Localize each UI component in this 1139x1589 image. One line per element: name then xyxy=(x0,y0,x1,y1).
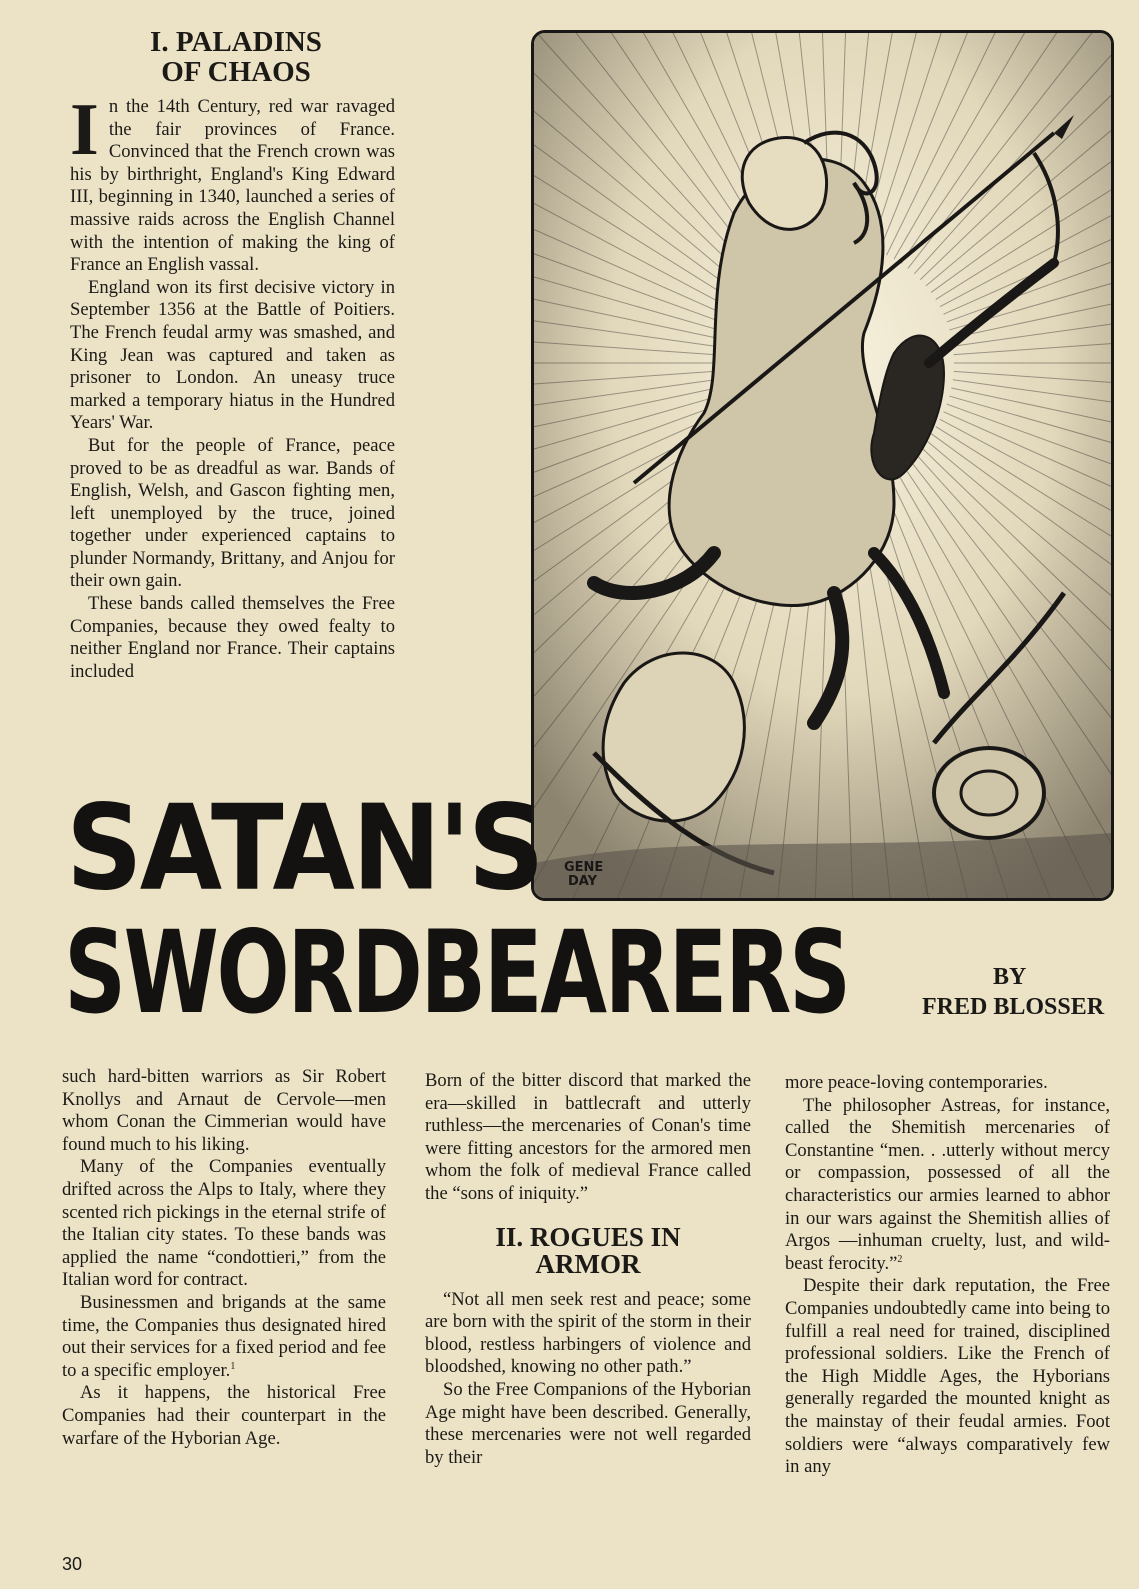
title-line2: SWORDBEARERS xyxy=(64,905,849,1040)
column3-paragraph-3: Despite their dark reputation, the Free Companies undoubtedly came into being to fulfill a real need for trained, disciplined professional soldiers. Like the French of the High Middle Ages, the Hyborians generally regarded the mounted knight as the mainstay of their feudal armies. Foot soldiers were “always comparatively few in any xyxy=(785,1275,1110,1478)
page-number: 30 xyxy=(62,1554,83,1574)
column3-paragraph-1: more peace-loving contemporaries. xyxy=(785,1072,1048,1093)
footnote-1: 1 xyxy=(230,1360,236,1372)
illustration-warrior-on-horse xyxy=(531,30,1114,901)
column2-paragraph-2: So the Free Companions of the Hyborian Age might have been described. Generally, these mercenaries were not well regarded by their xyxy=(425,1379,751,1468)
illustration-drawing xyxy=(534,33,1111,898)
byline-author: FRED BLOSSER xyxy=(922,994,1105,1020)
section1-heading-line1: I. PALADINS xyxy=(150,26,322,58)
section2-heading xyxy=(425,1221,751,1280)
section1-heading xyxy=(96,28,376,87)
column-2 xyxy=(425,1070,751,1469)
section1-heading-line2: OF CHAOS xyxy=(161,55,311,88)
section1-paragraph-2: England won its first decisive victory in September 1356 at the Battle of Poitiers. The French feudal army was smashed, and King Jean was captured and taken as prisoner to London. An uneasy truce marked a temporary hiatus in the Hundred Years' War. xyxy=(70,276,395,434)
section1-paragraph-4: These bands called themselves the Free Companies, because they owed fealty to neither England nor France. Their captains included xyxy=(70,593,395,682)
section1-paragraph-1: In the 14th Century, red war ravaged the fair provinces of France. Convinced that the French crown was his by birthright, England's King Edward III, beginning in 1340, launched a series of massive raids across the English Channel with the intention of making the king of France an English vassal. xyxy=(70,89,395,276)
column-3 xyxy=(785,1072,1110,1479)
column2-quote: “Not all men seek rest and peace; some are born with the spirit of the storm in their blood, restless harbingers of violence and bloodshed, knowing no other path.” xyxy=(425,1288,751,1378)
artist-signature-line2: DAY xyxy=(568,874,598,889)
column1-paragraph-3: Businessmen and brigands at the same time, the Companies thus designated hired out their services for a fixed period and fee to a specific employer.$^1$ xyxy=(62,1291,386,1381)
section2-heading-line1: II. ROGUES IN xyxy=(495,1221,681,1252)
footnote-2: 2 xyxy=(897,1253,903,1265)
section2-heading-line2: ARMOR xyxy=(535,1249,641,1280)
section1-paragraph-3: But for the people of France, peace proved to be as dreadful as war. Bands of English, Welsh, and Gascon fighting men, left unemployed by the truce, joined together under experienced captains to plunder Normandy, Brittany, and Anjou for their own gain. xyxy=(70,434,395,592)
byline-by: BY xyxy=(993,964,1027,990)
column1-paragraph-1: such hard-bitten warriors as Sir Robert Knollys and Arnaut de Cervole—men whom Conan the Cimmerian would have found much to his liking. xyxy=(62,1066,386,1155)
column2-paragraph-1: Born of the bitter discord that marked the era—skilled in battlecraft and utterly ruthless—the mercenaries of Conan's time were fitting ancestors for the armored men whom the folk of medieval France called the “sons of iniquity.” xyxy=(425,1070,751,1204)
title-line1: SATAN'S xyxy=(66,780,542,918)
column3-paragraph-2: The philosopher Astreas, for instance, called the Shemitish mercenaries of Constantine “men. . .utterly without mercy or compassion, possessed of all the characteristics our armies learned to abhor in our wars against the Shemitish allies of Argos —inhuman cruelty, lust, and wild-beast ferocity.”$^2$ xyxy=(785,1094,1110,1274)
column1-paragraph-2: Many of the Companies eventually drifted across the Alps to Italy, where they scented rich pickings in the eternal strife of the Italian city states. To these bands was applied the name “condottieri,” from the Italian word for contract. xyxy=(62,1156,386,1291)
column-1 xyxy=(62,1066,386,1450)
section1-body xyxy=(70,89,395,683)
drop-cap: I xyxy=(70,89,99,171)
artist-signature-line1: GENE xyxy=(564,860,604,875)
column1-paragraph-4: As it happens, the historical Free Companies had their counterpart in the warfare of the Hyborian Age. xyxy=(62,1382,386,1449)
